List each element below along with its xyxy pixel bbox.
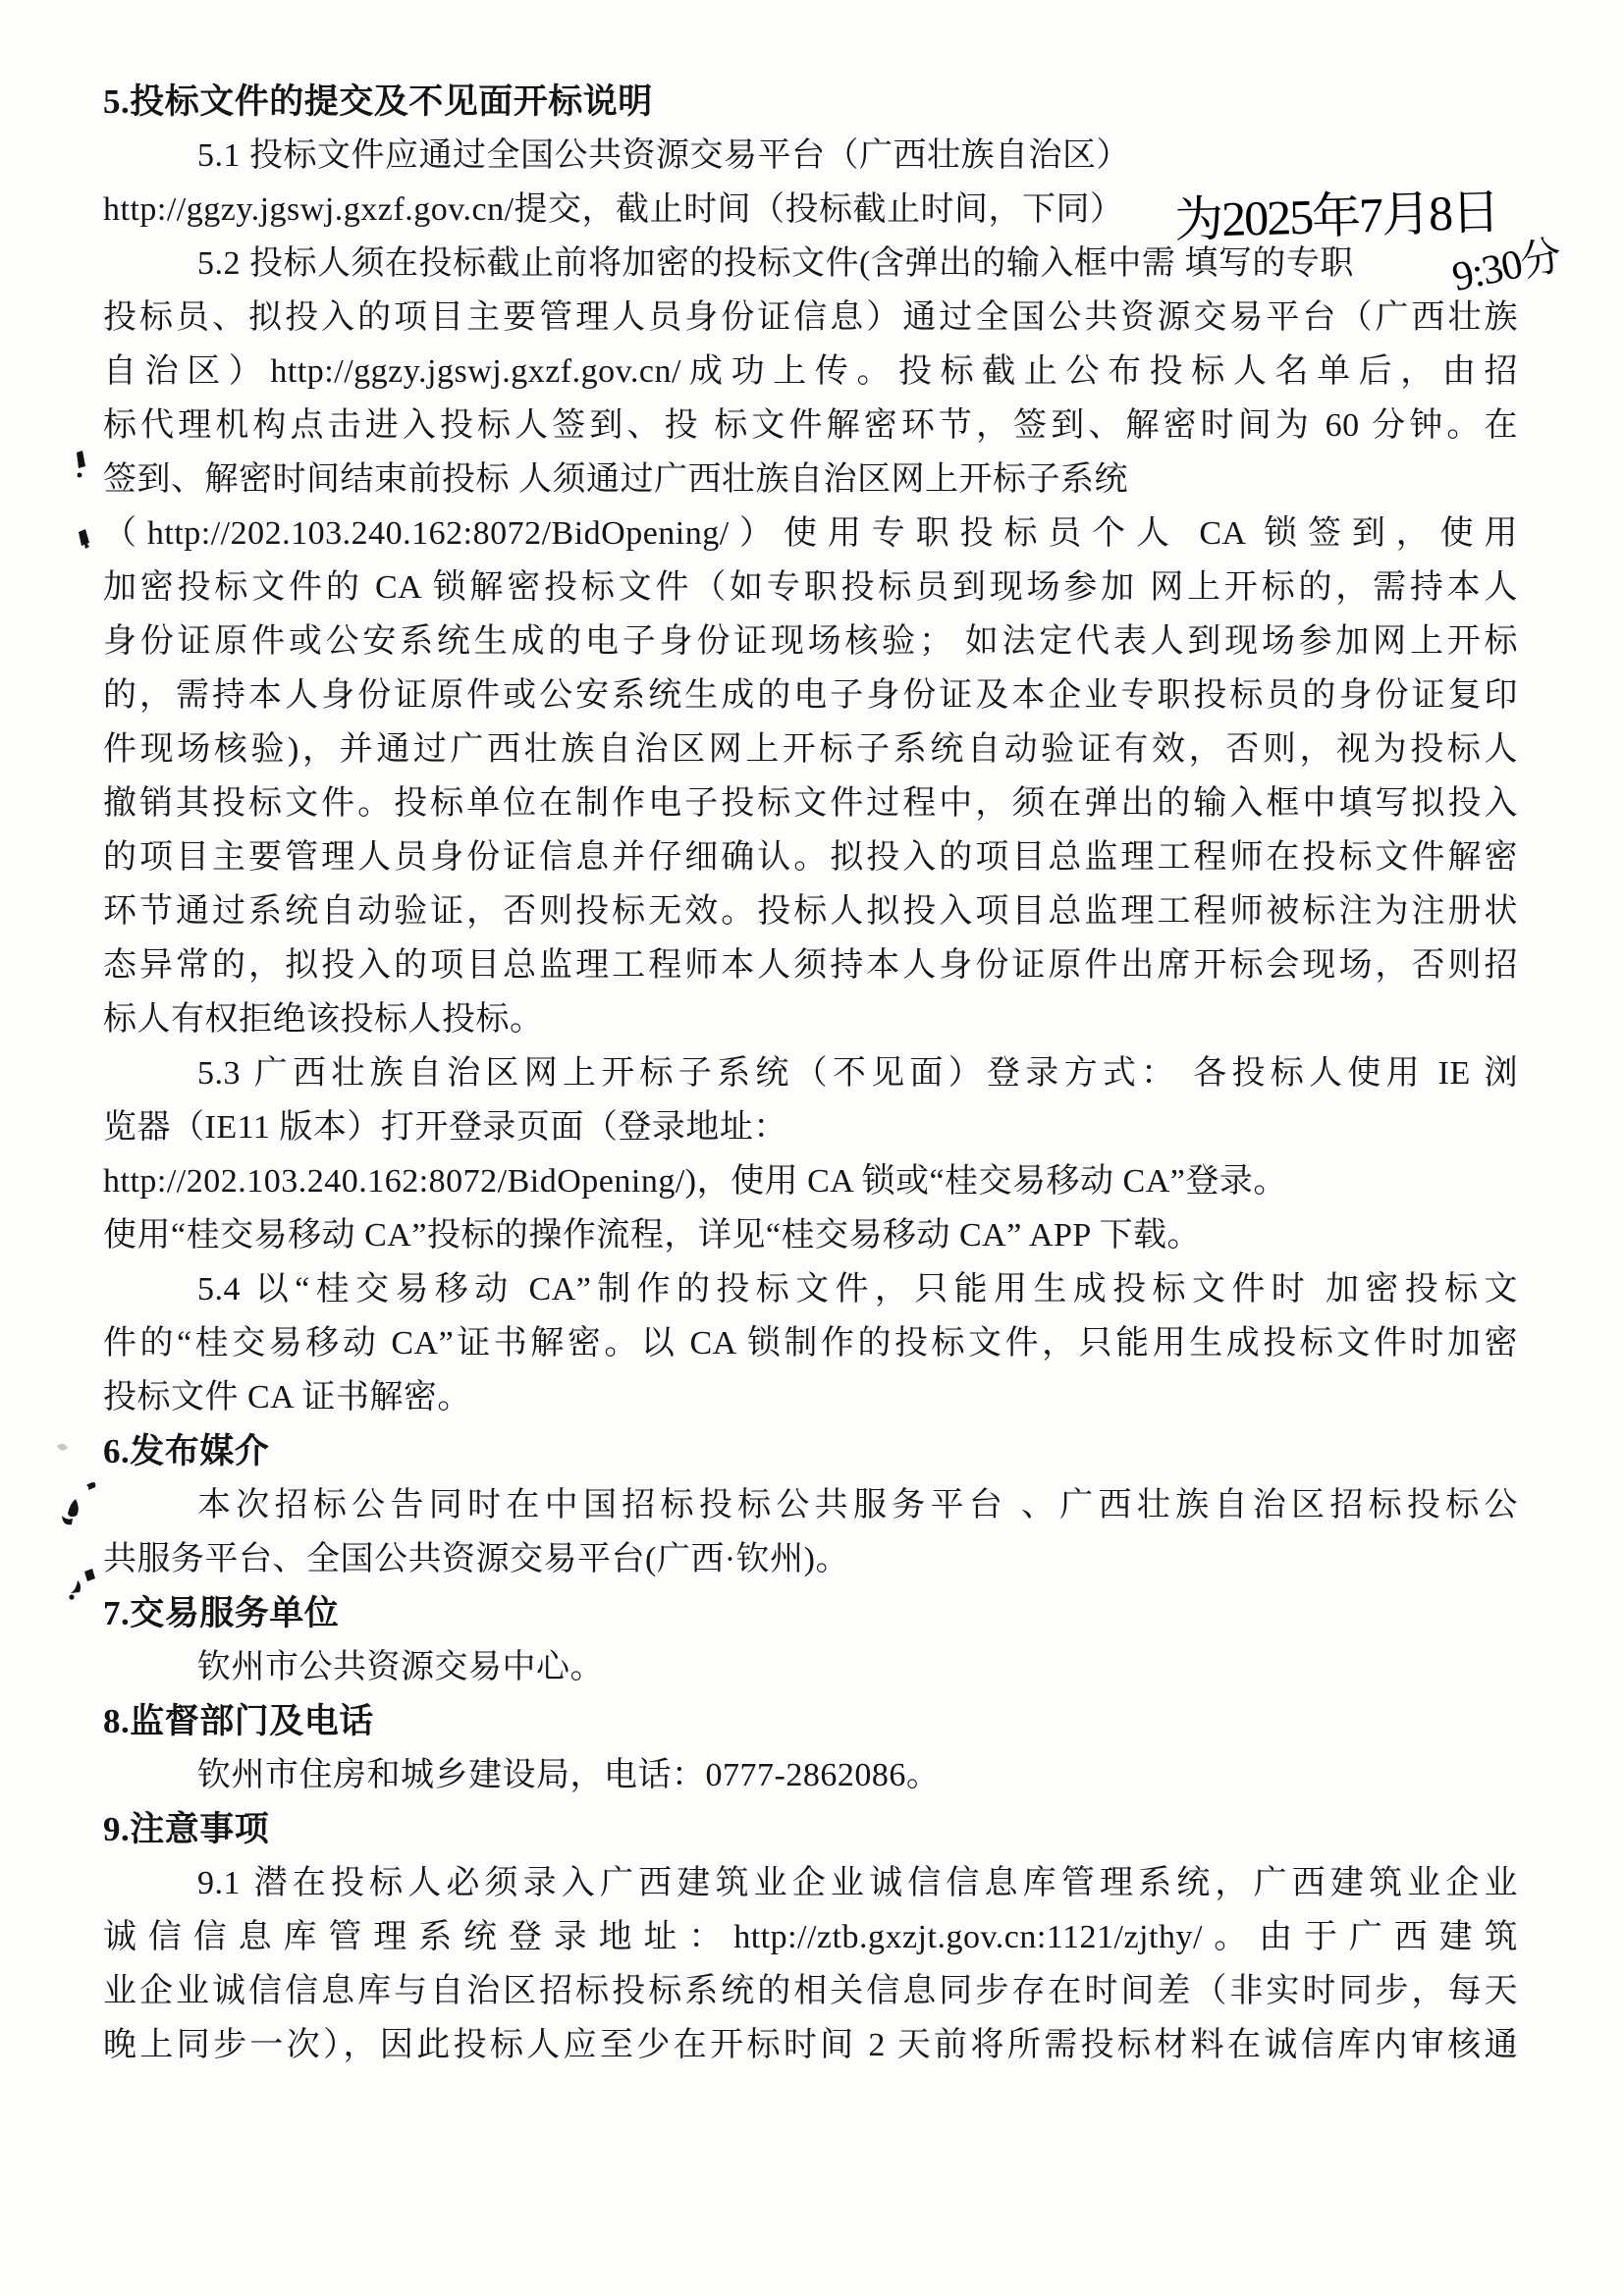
document-line: 本次招标公告同时在中国招标投标公共服务平台 、广西壮族自治区招标投标公 xyxy=(197,1487,1518,1523)
document-line: 加密投标文件的 CA 锁解密投标文件（如专职投标员到现场参加 网上开标的，需持本人 xyxy=(103,569,1518,606)
document-line: 5.投标文件的提交及不见面开标说明 xyxy=(103,82,653,121)
document-line: 5.4 以“桂交易移动 CA”制作的投标文件，只能用生成投标文件时 加密投标文 xyxy=(197,1271,1518,1308)
document-line: 使用“桂交易移动 CA”投标的操作流程，详见“桂交易移动 CA” APP 下载。 xyxy=(103,1217,1202,1254)
document-line: 投标员、拟投入的项目主要管理人员身份证信息）通过全国公共资源交易平台（广西壮族 xyxy=(103,299,1518,336)
faint-smudge xyxy=(57,1444,68,1451)
document-line: 件现场核验)，并通过广西壮族自治区网上开标子系统自动验证有效，否则，视为投标人 xyxy=(103,731,1518,768)
document-line: 9.1 潜在投标人必须录入广西建筑业企业诚信信息库管理系统，广西建筑业企业 xyxy=(197,1865,1518,1901)
document-line: 标代理机构点击进入投标人签到、投 标文件解密环节，签到、解密时间为 60 分钟。在 xyxy=(103,407,1518,444)
document-line: 的项目主要管理人员身份证信息并仔细确认。拟投入的项目总监理工程师在投标文件解密 xyxy=(103,839,1518,876)
document-line: 撤销其投标文件。投标单位在制作电子投标文件过程中，须在弹出的输入框中填写拟投入 xyxy=(103,785,1518,822)
document-line: 业企业诚信信息库与自治区招标投标系统的相关信息同步存在时间差（非实时同步，每天 xyxy=(103,1973,1518,2009)
document-line: 投标文件 CA 证书解密。 xyxy=(103,1379,471,1415)
document-line: 自治区）http://ggzy.jgswj.gxzf.gov.cn/成功上传。投标截止公布投标人名单后，由招 xyxy=(103,353,1518,390)
document-line: 览器（IE11 版本）打开登录页面（登录地址： xyxy=(103,1109,787,1146)
document-line: 身份证原件或公安系统生成的电子身份证现场核验； 如法定代表人到现场参加网上开标 xyxy=(103,623,1518,660)
ink-speck xyxy=(79,529,89,549)
document-line: 7.交易服务单位 xyxy=(103,1594,340,1632)
document-line: 5.3 广西壮族自治区网上开标子系统（不见面）登录方式： 各投标人使用 IE 浏 xyxy=(197,1055,1518,1092)
document-line: （http://202.103.240.162:8072/BidOpening/）使用专职投标员个人 CA 锁签到，使用 xyxy=(103,515,1518,552)
document-line: 件的“桂交易移动 CA”证书解密。以 CA 锁制作的投标文件，只能用生成投标文件时加密 xyxy=(103,1325,1518,1362)
document-line: 6.发布媒介 xyxy=(103,1432,270,1470)
document-line: 态异常的，拟投入的项目总监理工程师本人须持本人身份证原件出席开标会现场，否则招 xyxy=(103,947,1518,984)
document-line: 钦州市住房和城乡建设局，电话：0777-2862086。 xyxy=(197,1757,941,1793)
ink-speck xyxy=(77,451,85,478)
document-line: 9.注意事项 xyxy=(103,1810,270,1848)
ink-scribble xyxy=(69,1569,95,1600)
document-line: 5.2 投标人须在投标截止前将加密的投标文件(含弹出的输入框中需 填写的专职 xyxy=(197,245,1354,282)
document-line: 标人有权拒绝该投标人投标。 xyxy=(103,1001,544,1038)
document-line: 签到、解密时间结束前投标 人须通过广西壮族自治区网上开标子系统 xyxy=(103,461,1128,498)
document-line: 的，需持本人身份证原件或公安系统生成的电子身份证及本企业专职投标员的身份证复印 xyxy=(103,677,1518,714)
document-line: 诚信信息库管理系统登录地址：http://ztb.gxzjt.gov.cn:1121/zjthy/。由于广西建筑 xyxy=(103,1919,1518,1955)
document-line: 5.1 投标文件应通过全国公共资源交易平台（广西壮族自治区） xyxy=(197,137,1130,174)
document-line: 晚上同步一次），因此投标人应至少在开标时间 2 天前将所需投标材料在诚信库内审核通 xyxy=(103,2027,1518,2063)
document-line: 8.监督部门及电话 xyxy=(103,1702,374,1740)
handwritten-time-annotation: 9:30分 xyxy=(1448,233,1566,301)
ink-scribble xyxy=(62,1482,95,1524)
document-line: 共服务平台、全国公共资源交易平台(广西·钦州)。 xyxy=(103,1541,849,1577)
document-line: 钦州市公共资源交易中心。 xyxy=(197,1649,604,1685)
handwritten-date-annotation: 为2025年7月8日 xyxy=(1173,184,1499,248)
document-line: 环节通过系统自动验证，否则投标无效。投标人拟投入项目总监理工程师被标注为注册状 xyxy=(103,893,1518,930)
document-line: http://202.103.240.162:8072/BidOpening/)，使用 CA 锁或“桂交易移动 CA”登录。 xyxy=(103,1163,1287,1200)
document-line: http://ggzy.jgswj.gxzf.gov.cn/提交，截止时间（投标截止时间，下同） xyxy=(103,191,1124,228)
